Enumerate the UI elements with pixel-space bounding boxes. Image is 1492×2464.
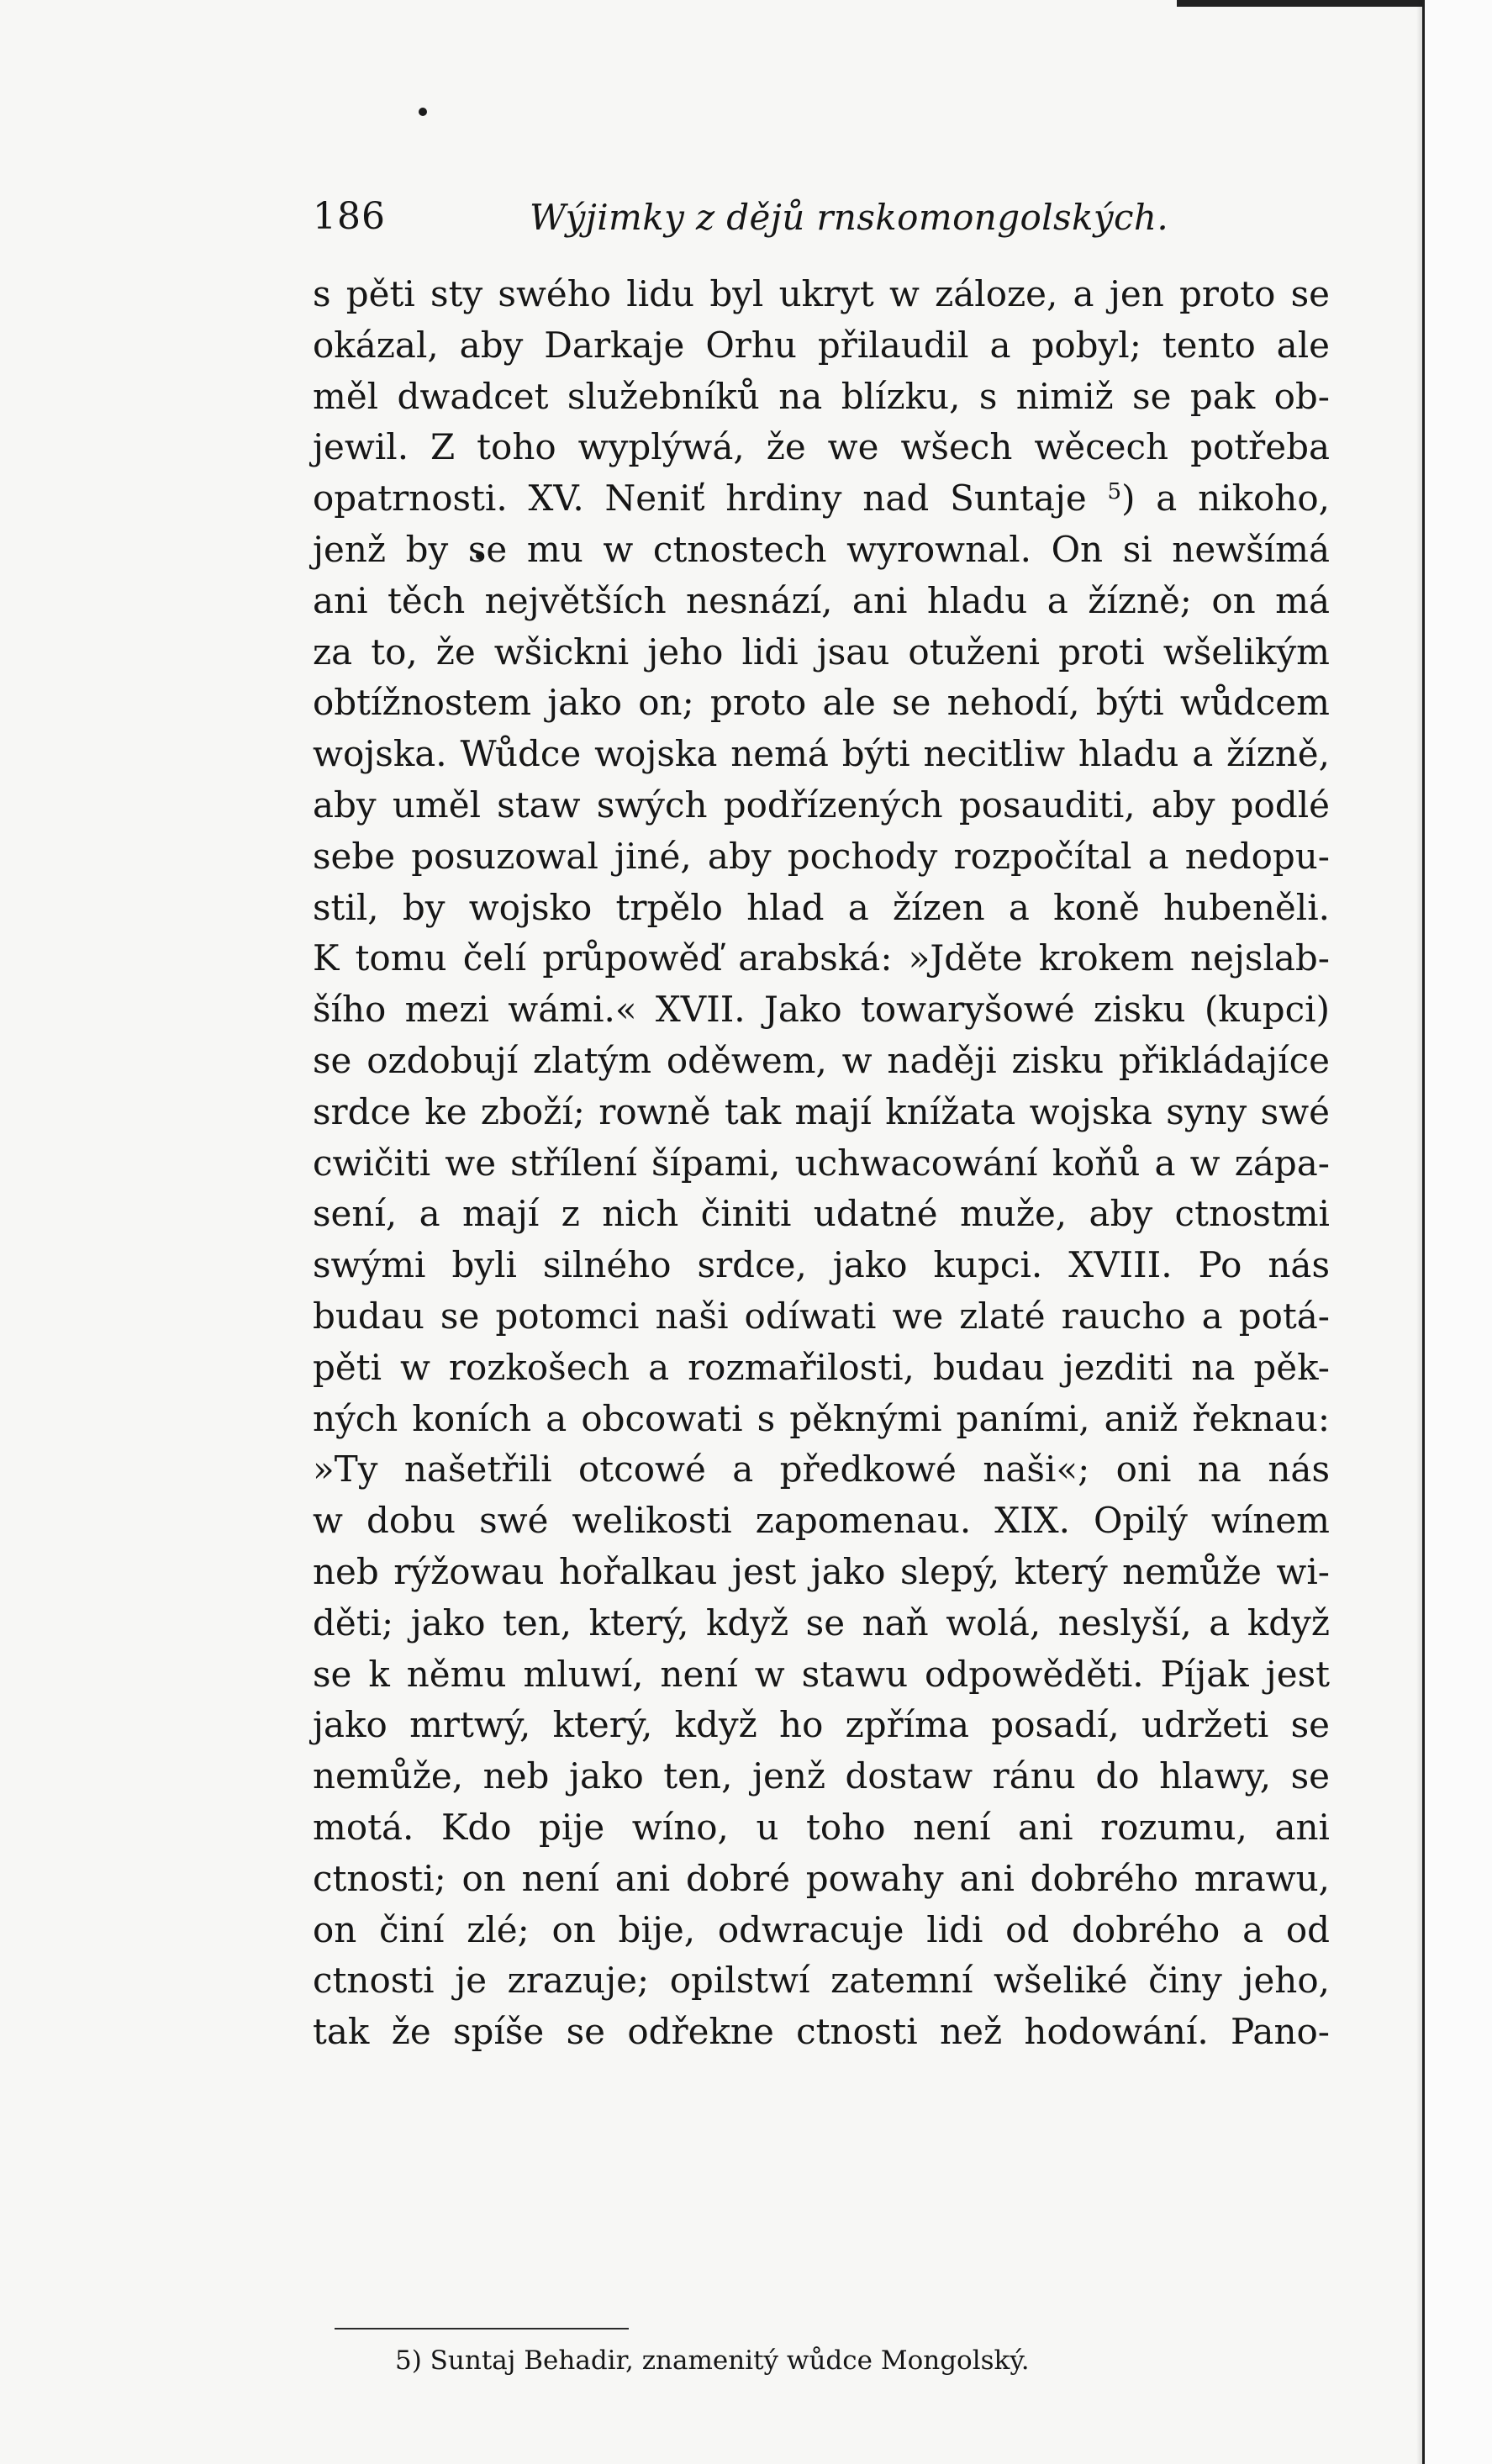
- text-line: sebe posuzowal jiné, aby pochody rozpočítal a nedopu-: [313, 835, 1330, 877]
- text-line: okázal, aby Darkaje Orhu přilaudil a pobyl; tento ale: [313, 324, 1330, 366]
- text-line: šího mezi wámi.« XVII. Jako towaryšowé zisku (kupci): [313, 989, 1330, 1031]
- footnote: 5) Suntaj Behadir, znamenitý wůdce Mongolský.: [395, 2345, 1030, 2376]
- text-line: »Ty našetřili otcowé a předkowé naši«; oni na nás: [313, 1448, 1330, 1491]
- text-line: tak že spíše se odřekne ctnosti než hodowání. Pano-: [313, 2011, 1330, 2053]
- text-line: aby uměl staw swých podřízených posauditi, aby podlé: [313, 784, 1330, 826]
- text-segment: opatrnosti. XV. Neniť hrdiny nad Suntaje: [313, 477, 1087, 520]
- text-line: motá. Kdo pije wíno, u toho není ani rozumu, ani: [313, 1806, 1330, 1848]
- text-line: K tomu čelí průpowěď arabská: »Jděte krokem nejslab-: [313, 937, 1330, 979]
- text-line: obtížnostem jako on; proto ale se nehodí, býti wůdcem: [313, 682, 1330, 724]
- text-line: wojska. Wůdce wojska nemá býti necitliw hladu a žízně,: [313, 733, 1330, 775]
- scan-edge-right: [1422, 0, 1492, 2464]
- text-line: pěti w rozkošech a rozmařilosti, budau jezditi na pěk-: [313, 1346, 1330, 1388]
- text-line: s pěti sty swého lidu byl ukryt w záloze, a jen proto se: [313, 273, 1330, 314]
- footnote-reference: 5: [1107, 479, 1122, 505]
- running-head: [313, 195, 1330, 245]
- text-line: ani těch největších nesnází, ani hladu a žízně; on má: [313, 579, 1330, 621]
- text-line: jewil. Z toho wyplýwá, že we wšech wěcech potřeba: [313, 426, 1330, 468]
- text-line: srdce ke zboží; rowně tak mají knížata wojska syny swé: [313, 1090, 1330, 1132]
- text-line: za to, že wšickni jeho lidi jsau otuženi proti wšelikým: [313, 631, 1330, 673]
- text-line: w dobu swé welikosti zapomenau. XIX. Opilý wínem: [313, 1500, 1330, 1542]
- text-line: stil, by wojsko trpělo hlad a žízen a koně hubeněli.: [313, 886, 1330, 928]
- text-line: se k němu mluwí, není w stawu odpowěděti. Píjak jest: [313, 1653, 1330, 1695]
- text-line: jako mrtwý, který, když ho zpříma posadí, udržeti se: [313, 1704, 1330, 1746]
- text-line: neb rýžowau hořalkau jest jako slepý, který nemůže wi-: [313, 1550, 1330, 1592]
- text-line: se ozdobují zlatým oděwem, w naději zisku přikládajíce: [313, 1039, 1330, 1081]
- running-title: Wýjimky z dějů rnskomongolských.: [530, 197, 1169, 238]
- page-number: 186: [313, 195, 386, 238]
- text-line: jenž by se mu w ctnostech wyrownal. On si newšímá: [313, 528, 1330, 570]
- ink-speck: [419, 108, 427, 116]
- footnote-divider: [335, 2328, 629, 2329]
- text-segment: ) a nikoho,: [1121, 477, 1330, 520]
- text-line: děti; jako ten, který, když se naň wolá, neslyší, a když: [313, 1601, 1330, 1644]
- text-line: sení, a mají z nich činiti udatné muže, aby ctnostmi: [313, 1193, 1330, 1235]
- text-line: ctnosti; on není ani dobré powahy ani dobrého mrawu,: [313, 1857, 1330, 1899]
- text-line: on činí zlé; on bije, odwracuje lidi od dobrého a od: [313, 1908, 1330, 1950]
- text-line: ctnosti je zrazuje; opilstwí zatemní wšeliké činy jeho,: [313, 1960, 1330, 2002]
- text-line: cwičiti we střílení šípami, uchwacowání koňů a w zápa-: [313, 1142, 1330, 1184]
- text-line: měl dwadcet služebníků na blízku, s nimiž se pak ob-: [313, 375, 1330, 417]
- text-line: nemůže, neb jako ten, jenž dostaw ránu do hlawy, se: [313, 1755, 1330, 1797]
- scan-edge-top: [1177, 0, 1446, 7]
- text-line: budau se potomci naši odíwati we zlaté raucho a potá-: [313, 1295, 1330, 1337]
- text-line-with-footnote-ref: [313, 473, 1330, 525]
- text-line: ných koních a obcowati s pěknými paními, aniž řeknau:: [313, 1397, 1330, 1439]
- text-line: swými byli silného srdce, jako kupci. XVIII. Po nás: [313, 1244, 1330, 1286]
- body-text: [313, 269, 1330, 2058]
